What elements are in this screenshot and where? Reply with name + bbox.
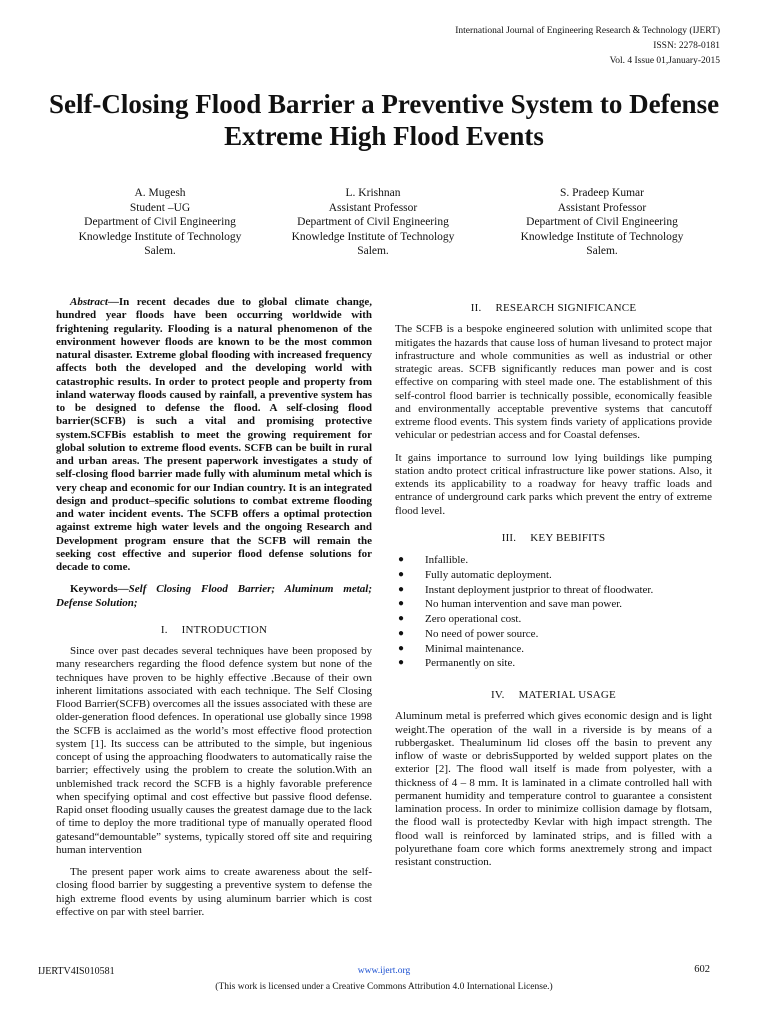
bullet-icon: ●	[398, 598, 405, 610]
journal-issn: ISSN: 2278-0181	[653, 41, 720, 51]
list-item: ● No human intervention and save man power.	[398, 598, 623, 611]
author-role: Assistant Professor	[557, 201, 647, 214]
list-item: ● Instant deployment justprior to threat of floodwater.	[398, 583, 654, 596]
paper-id: IJERTV4IS010581	[38, 966, 115, 977]
section-heading-research-significance: II. RESEARCH SIGNIFICANCE	[470, 302, 637, 314]
journal-url-link[interactable]: www.ijert.org	[357, 966, 411, 976]
license-notice: (This work is licensed under a Creative Commons Attribution 4.0 International License.)	[215, 982, 553, 992]
author-dept: Department of Civil Engineering	[297, 216, 449, 228]
author-3	[472, 186, 732, 259]
bullet-icon: ●	[398, 554, 405, 565]
keywords-label: Keywords—	[70, 583, 129, 596]
section-heading-material-usage: IV. MATERIAL USAGE	[491, 689, 616, 701]
bullet-icon: ●	[398, 568, 405, 580]
author-role: Assistant Professor	[328, 201, 418, 214]
author-dept: Department of Civil Engineering	[526, 216, 678, 228]
keywords-text: Self Closing Flood Barrier; Aluminum metal; Defense Solution;	[56, 583, 372, 609]
bullet-icon: ●	[398, 657, 405, 669]
research-paragraph-2: It gains importance to surround low lying buildings like pumping station andto protect critical infrastructure like power stations. Also, it extends its applicability to a roadway for heavy traffic loads and entrance of underground cark parks which prevent the entry of extreme flood level.	[395, 451, 712, 517]
page-number: 602	[694, 964, 710, 975]
list-item: ● Permanently on site.	[398, 657, 516, 670]
left-column	[56, 296, 372, 919]
abstract-label: Abstract	[70, 296, 108, 308]
journal-volume: Vol. 4 Issue 01,January-2015	[609, 56, 720, 66]
right-column	[395, 296, 712, 869]
list-item: ● Fully automatic deployment.	[398, 568, 552, 581]
benefits-list	[395, 553, 712, 671]
material-paragraph-1: Aluminum metal is preferred which gives economic design and is light weight.The operation of the wall in a riverside is by means of a rubbergasket. Thealuminum lid closes off the basin to prevent any inflow of waste or debrisSupported by welded support plates on the exterior [2]. The flood wall itself is made from polyester, with a thickness of 4 – 8 mm. It is laminated in a climate controlled hall with permanent humidity and temperature control to guarantee a consistent lamination process. In order to minimize collision damage by flotsam, the flood wall is protectedby Kevlar with high impact strength. The flood wall is reinforced by laminated strips, and is filled with a polyurethane foam core which forms anextremely strong and impact resistant construction.	[395, 710, 712, 868]
bullet-icon: ●	[398, 642, 405, 654]
author-name: A. Mugesh	[134, 187, 186, 199]
intro-paragraph-1: Since over past decades several techniques have been proposed by many researchers regarding the flood defence system but none of the techniques have proven to be highly effective .Because of their own inherent limitations associated with each technique. The Self Closing Flood Barrier(SCFB) overcomes all the issues associated with these are older-generation flood defences. In operational use globally since 1998 the SCFB is acclaimed as the world’s most effective flood protection system [1]. Its success can be attributed to the simple, but ingenious concept of using the approaching floodwaters to automatically raise the barrier; effectively using the problem to create the solution.With an unblemished track record the SCFB is a highly favorable preference when specifying optimal and cost effective but passive flood defense. Rapid onset flooding usually causes the greatest damage due to the lack of time to deploy the more traditional type of manually operated flood gatesand“demountable” systems, typically stored off site and requiring human intervention	[56, 645, 372, 856]
list-item: ● No need of power source.	[398, 627, 539, 640]
section-heading-key-benefits: III. KEY BEBIFITS	[501, 531, 606, 544]
author-city: Salem.	[586, 245, 618, 257]
author-dept: Department of Civil Engineering	[84, 216, 236, 228]
journal-header	[380, 24, 720, 69]
bullet-icon: ●	[398, 613, 405, 624]
keywords	[56, 583, 372, 610]
paper-title: Self-Closing Flood Barrier a Preventive System to Defense Extreme High Flood Events	[48, 89, 720, 151]
author-name: L. Krishnan	[345, 187, 401, 199]
author-2	[243, 186, 503, 259]
author-city: Salem.	[357, 245, 389, 257]
journal-name: International Journal of Engineering Research & Technology (IJERT)	[455, 26, 720, 36]
intro-paragraph-2: The present paper work aims to create awareness about the self-closing flood barrier by suggesting a preventive system to defense the high extreme flood events by using aluminum barrier which is cost effective on par with steel barrier.	[56, 866, 372, 918]
bullet-icon: ●	[398, 627, 405, 639]
list-item: ● Zero operational cost.	[398, 613, 522, 625]
list-item: ● Minimal maintenance.	[398, 642, 524, 655]
author-city: Salem.	[144, 245, 176, 257]
author-inst: Knowledge Institute of Technology	[291, 230, 455, 243]
author-inst: Knowledge Institute of Technology	[78, 230, 242, 243]
research-paragraph-1: The SCFB is a bespoke engineered solution with unlimited scope that mitigates the hazards that cause loss of human livesand to protect major infrastructure and whole communities as well as industrial or other strategic areas. SCFB significantly reduces man power and is cost effective on comparing with steel made one. The establishment of this self-control flood barrier is technically possible, economically feasible and environmentally acceptable preventive systems that cancutoff extreme flood events. This system finds variety of applications provide vehicular or pedestrian access and for Coastal defenses.	[395, 323, 712, 442]
abstract-text: —In recent decades due to global climate change, hundred year floods have been occurring worldwide with frightening regularity. Flooding is a natural phenomenon of the environment however floods are known to be the most common natural disaster. Extreme global flooding with increased frequency affects both the developed and the developing world with catastrophic results. In order to protect people and property from inland waterway floods caused by rainfall, a preventive system has to be designed to defense the flood. A self-closing flood barrier(SCFB) is such a vital and promising protective system.SCFBis establish to meet the growing requirement for global solution to extreme flood events. SCFB can be built in rural and urban areas. The present paperwork investigates a study of self-closing flood barrier made fully with aluminum metal which is very cheap and economic for our Indian country. It is an integrated design and product–specific solutions to combat extreme flooding and water incident events. The SCFB offers a optimal protection against extreme high water levels and the ongoing Research and Development program ensure that the SCFB will remain the seeking cost effective and superior flood defense solutions for decade to come.	[56, 296, 372, 573]
section-heading-introduction: I. INTRODUCTION	[160, 623, 268, 636]
bullet-icon: ●	[398, 583, 405, 595]
author-name: S. Pradeep Kumar	[560, 187, 644, 199]
list-item: ● Infallible.	[398, 554, 469, 566]
author-inst: Knowledge Institute of Technology	[520, 230, 684, 243]
abstract	[56, 296, 372, 574]
author-role: Student –UG	[129, 201, 191, 214]
